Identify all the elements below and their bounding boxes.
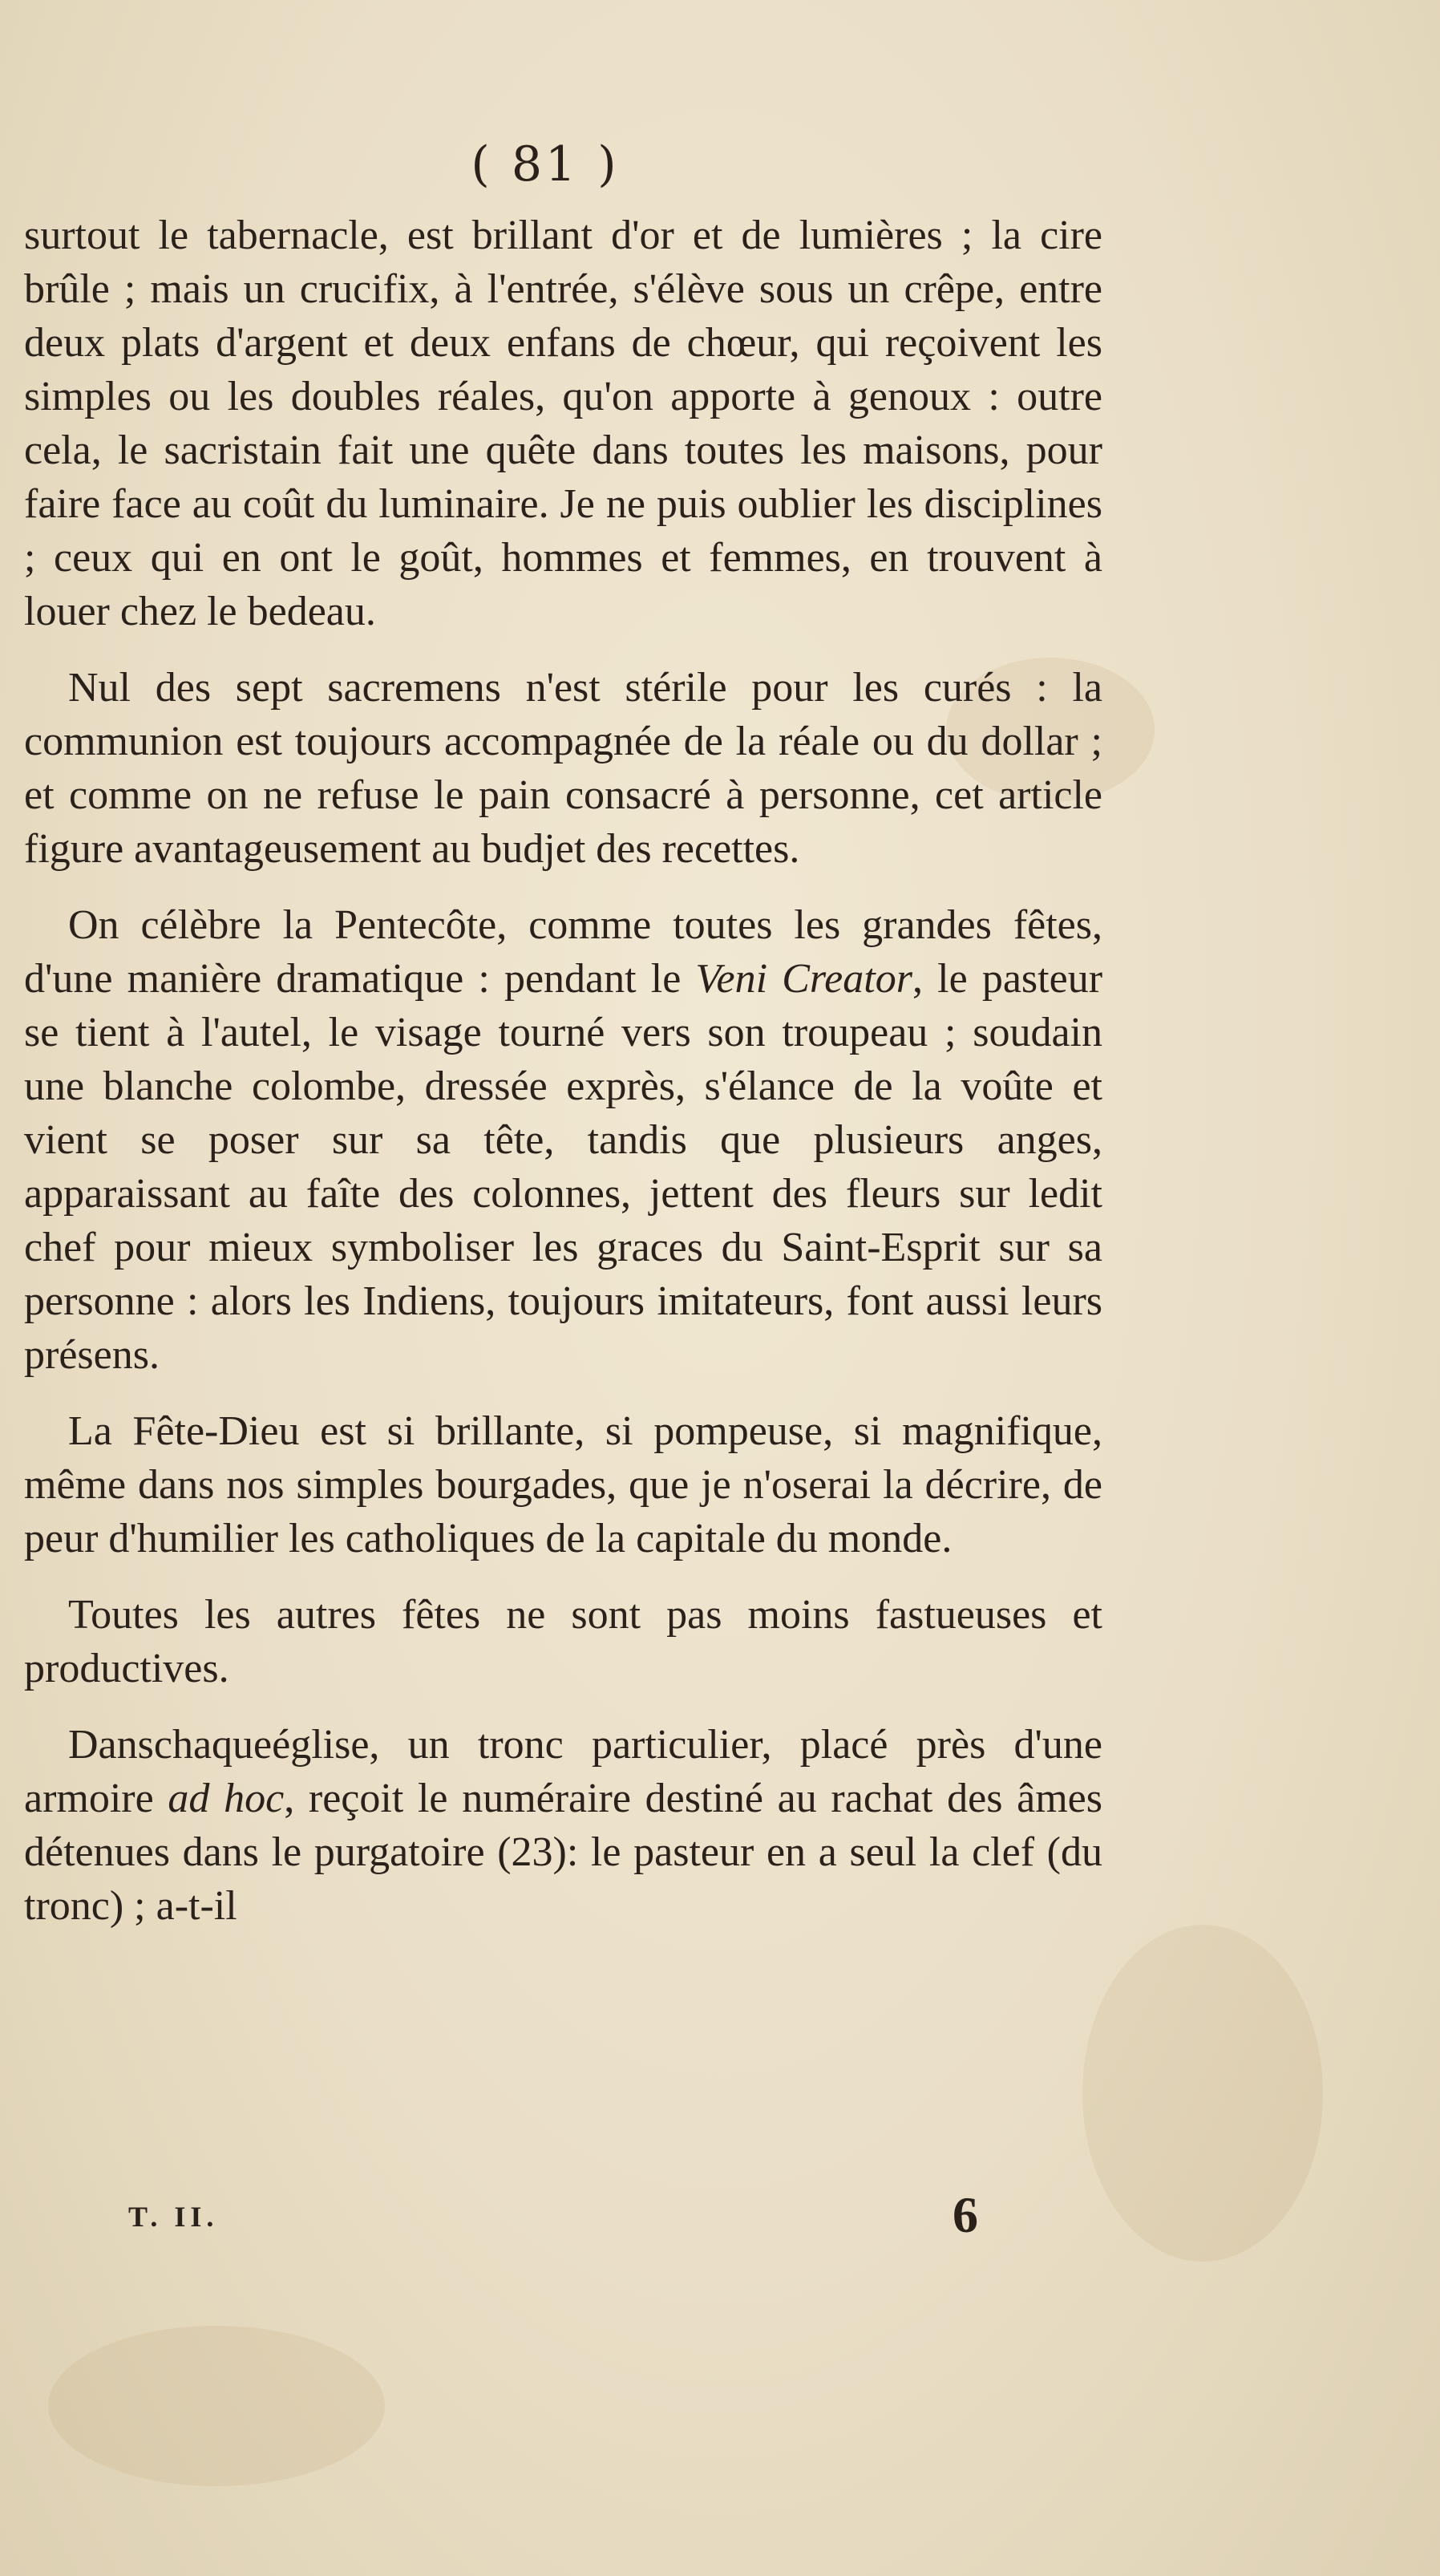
paragraph: Nul des sept sacremens n'est stérile pour les curés : la communion est toujours accompagnée de la réale ou du dollar ; et comme on ne refuse le pain consacré à personne, cet article figure avantageusement au budjet des recettes. [24, 665, 1102, 872]
text-run: On célèbre la Pentecôte, comme toutes les grandes fêtes, d'une manière dramatique : pendant le [24, 902, 1102, 1002]
signature-mark: 6 [953, 2186, 978, 2243]
paragraph: La Fête-Dieu est si brillante, si pompeuse, si magnifique, même dans nos simples bourgades, que je n'oserai la décrire, de peur d'humilier les catholiques de la capitale du monde. [24, 1408, 1102, 1561]
body-text [24, 209, 1102, 1955]
page-number: ( 81 ) [471, 136, 620, 192]
paragraph: Toutes les autres fêtes ne sont pas moins fastueuses et productives. [24, 1592, 1102, 1691]
text-run: , le pasteur se tient à l'autel, le visage tourné vers son troupeau ; soudain une blanche colombe, dressée exprès, s'élance de la voûte et vient se poser sur sa tête, tandis que plusieurs anges, apparaissant au faîte des colonnes, jettent des fleurs sur ledit chef pour mieux symboliser les graces du Saint-Esprit sur sa personne : alors les Indiens, toujours imitateurs, font aussi leurs présens. [24, 956, 1103, 1378]
paper-stain [48, 2326, 385, 2486]
text-run: , reçoit le numéraire destiné au rachat des âmes détenues dans le purgatoire (23): le pasteur en a seul la clef (du tronc) ; a-t-il [24, 1776, 1103, 1929]
paragraph-tronc [24, 1718, 1102, 1933]
text-run: Danschaqueéglise, un tronc particulier, placé près d'une armoire [24, 1722, 1102, 1821]
italic-title: Veni Creator [695, 956, 912, 1002]
paragraph: surtout le tabernacle, est brillant d'or et de lumières ; la cire brûle ; mais un crucifix, à l'entrée, s'élève sous un crêpe, entre deux plats d'argent et deux enfans de chœur, qui reçoivent les simples ou les doubles réales, qu'on apporte à genoux : outre cela, le sacristain fait une quête dans toutes les maisons, pour faire face au coût du luminaire. Je ne puis oublier les disciplines ; ceux qui en ont le goût, hommes et femmes, en trouvent à louer chez le bedeau. [24, 213, 1102, 634]
paper-stain [1082, 1925, 1323, 2262]
italic-phrase: ad hoc [168, 1776, 285, 1821]
paragraph-pentecote [24, 898, 1102, 1382]
volume-mark: T. II. [128, 2201, 219, 2233]
